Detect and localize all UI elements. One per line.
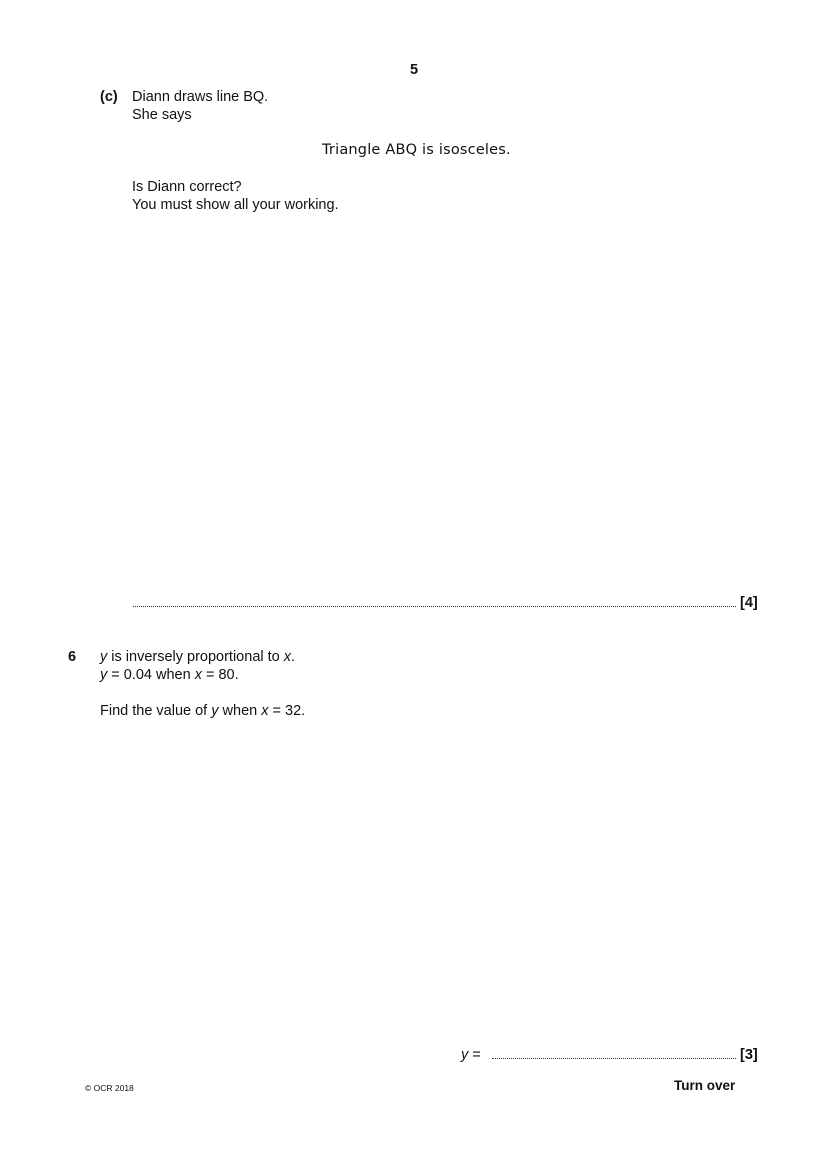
copyright-notice: © OCR 2018 [85, 1083, 134, 1093]
text-segment: = 80. [201, 667, 239, 683]
answer-prefix [461, 1047, 481, 1063]
question-number: 6 [68, 649, 77, 665]
question-text-line [100, 666, 239, 684]
instruction-text: You must show all your working. [132, 197, 339, 213]
page-number: 5 [409, 62, 419, 78]
question-text-line: Is Diann correct? [132, 179, 242, 195]
text-segment: when [218, 703, 262, 719]
text-segment: = 0.04 when [107, 667, 195, 683]
turn-over-label: Turn over [674, 1078, 736, 1093]
text-segment: = 32. [268, 703, 306, 719]
question-part-label: (c) [100, 89, 118, 105]
marks-label: [3] [740, 1047, 758, 1063]
question-text-line: She says [132, 107, 192, 123]
text-segment: Find the value of [100, 703, 212, 719]
question-text-line: Diann draws line BQ. [132, 89, 269, 105]
variable-y: y [100, 649, 108, 665]
question-text-line [100, 702, 305, 720]
variable-x: x [194, 667, 202, 683]
variable-y: y [211, 703, 219, 719]
answer-line[interactable] [133, 606, 736, 607]
variable-y: y [100, 667, 108, 683]
answer-line[interactable] [492, 1058, 736, 1059]
variable-x: x [261, 703, 269, 719]
equals-sign: = [468, 1047, 481, 1063]
text-segment: is inversely proportional to [107, 649, 284, 665]
variable-y: y [461, 1047, 469, 1063]
marks-label: [4] [740, 595, 758, 611]
handwritten-quote: Triangle ABQ is isosceles. [322, 142, 511, 158]
variable-x: x [283, 649, 291, 665]
text-segment: . [291, 649, 296, 665]
question-text-line [100, 648, 295, 666]
